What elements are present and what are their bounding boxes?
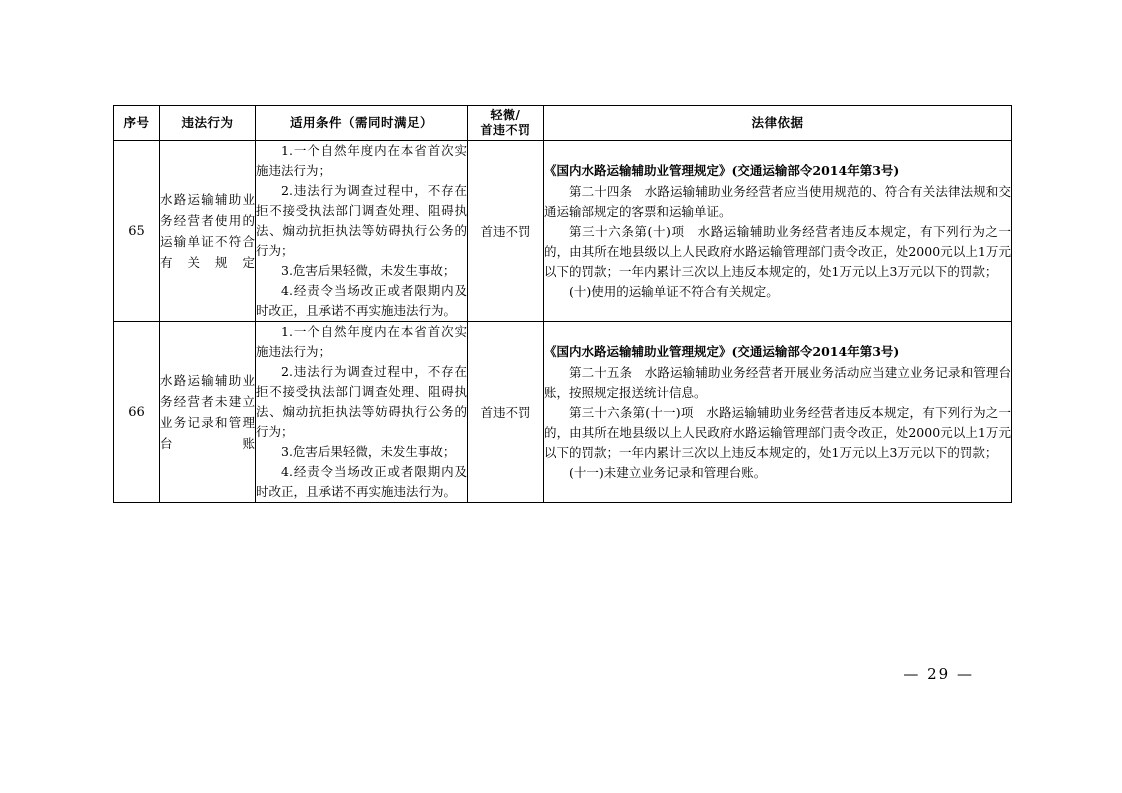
header-minor-penalty-line2: 首违不罚 <box>480 123 531 137</box>
row-minor-penalty: 首违不罚 <box>468 322 544 503</box>
condition-item: 2.违法行为调查过程中，不存在拒不接受执法部门调查处理、阻碍执法、煽动抗拒执法等妨碍执行公务的行为； <box>256 183 467 258</box>
row-minor-penalty: 首违不罚 <box>468 141 544 322</box>
table-row <box>114 322 1012 503</box>
page-number: — 29 — <box>903 665 974 683</box>
legal-basis-paragraph: 第二十四条 水路运输辅助业务经营者应当使用规范的、符合有关法律法规和交通运输部规定的客票和运输单证。 <box>544 183 1011 219</box>
table-header-row <box>114 106 1012 141</box>
row-conditions <box>256 141 468 322</box>
header-minor-penalty <box>468 106 544 141</box>
header-violation-act: 违法行为 <box>160 106 256 141</box>
condition-item: 3.危害后果轻微，未发生事故； <box>281 263 456 278</box>
condition-item: 1.一个自然年度内在本省首次实施违法行为； <box>256 143 467 178</box>
row-violation-act: 水路运输辅助业务经营者未建立业务记录和管理台账 <box>160 322 256 503</box>
condition-item: 3.危害后果轻微，未发生事故； <box>281 444 456 459</box>
legal-basis-title: 《国内水路运输辅助业管理规定》(交通运输部令2014年第3号) <box>544 162 900 178</box>
legal-basis-paragraph: 第三十六条第(十一)项 水路运输辅助业务经营者违反本规定，有下列行为之一的，由其所在地县级以上人民政府水路运输管理部门责令改正，处2000元以上1万元以下的罚款；一年内累计三次以上违反本规定的，处1万元以上3万元以下的罚款； <box>544 404 1011 460</box>
header-legal-basis: 法律依据 <box>544 106 1012 141</box>
header-seq: 序号 <box>114 106 160 141</box>
legal-basis-paragraph: 第二十五条 水路运输辅助业务经营者开展业务活动应当建立业务记录和管理台账，按照规定报送统计信息。 <box>544 364 1011 400</box>
table-row <box>114 141 1012 322</box>
header-conditions: 适用条件（需同时满足） <box>256 106 468 141</box>
condition-item: 1.一个自然年度内在本省首次实施违法行为； <box>256 324 467 359</box>
regulation-table <box>113 105 1012 503</box>
condition-item: 4.经责令当场改正或者限期内及时改正，且承诺不再实施违法行为。 <box>256 464 467 499</box>
row-legal-basis <box>544 322 1012 503</box>
legal-basis-title: 《国内水路运输辅助业管理规定》(交通运输部令2014年第3号) <box>544 343 900 359</box>
legal-basis-paragraph: (十)使用的运输单证不符合有关规定。 <box>569 283 779 299</box>
row-seq: 65 <box>114 141 160 322</box>
legal-basis-paragraph: (十一)未建立业务记录和管理台账。 <box>569 464 767 480</box>
row-legal-basis <box>544 141 1012 322</box>
legal-basis-paragraph: 第三十六条第(十)项 水路运输辅助业务经营者违反本规定，有下列行为之一的，由其所在地县级以上人民政府水路运输管理部门责令改正，处2000元以上1万元以下的罚款；一年内累计三次以上违反本规定的，处1万元以上3万元以下的罚款； <box>544 223 1011 279</box>
condition-item: 4.经责令当场改正或者限期内及时改正，且承诺不再实施违法行为。 <box>256 283 467 318</box>
row-seq: 66 <box>114 322 160 503</box>
row-violation-act: 水路运输辅助业务经营者使用的运输单证不符合有关规定 <box>160 141 256 322</box>
row-conditions <box>256 322 468 503</box>
condition-item: 2.违法行为调查过程中，不存在拒不接受执法部门调查处理、阻碍执法、煽动抗拒执法等妨碍执行公务的行为； <box>256 364 467 439</box>
header-minor-penalty-line1: 轻微/ <box>490 108 521 122</box>
